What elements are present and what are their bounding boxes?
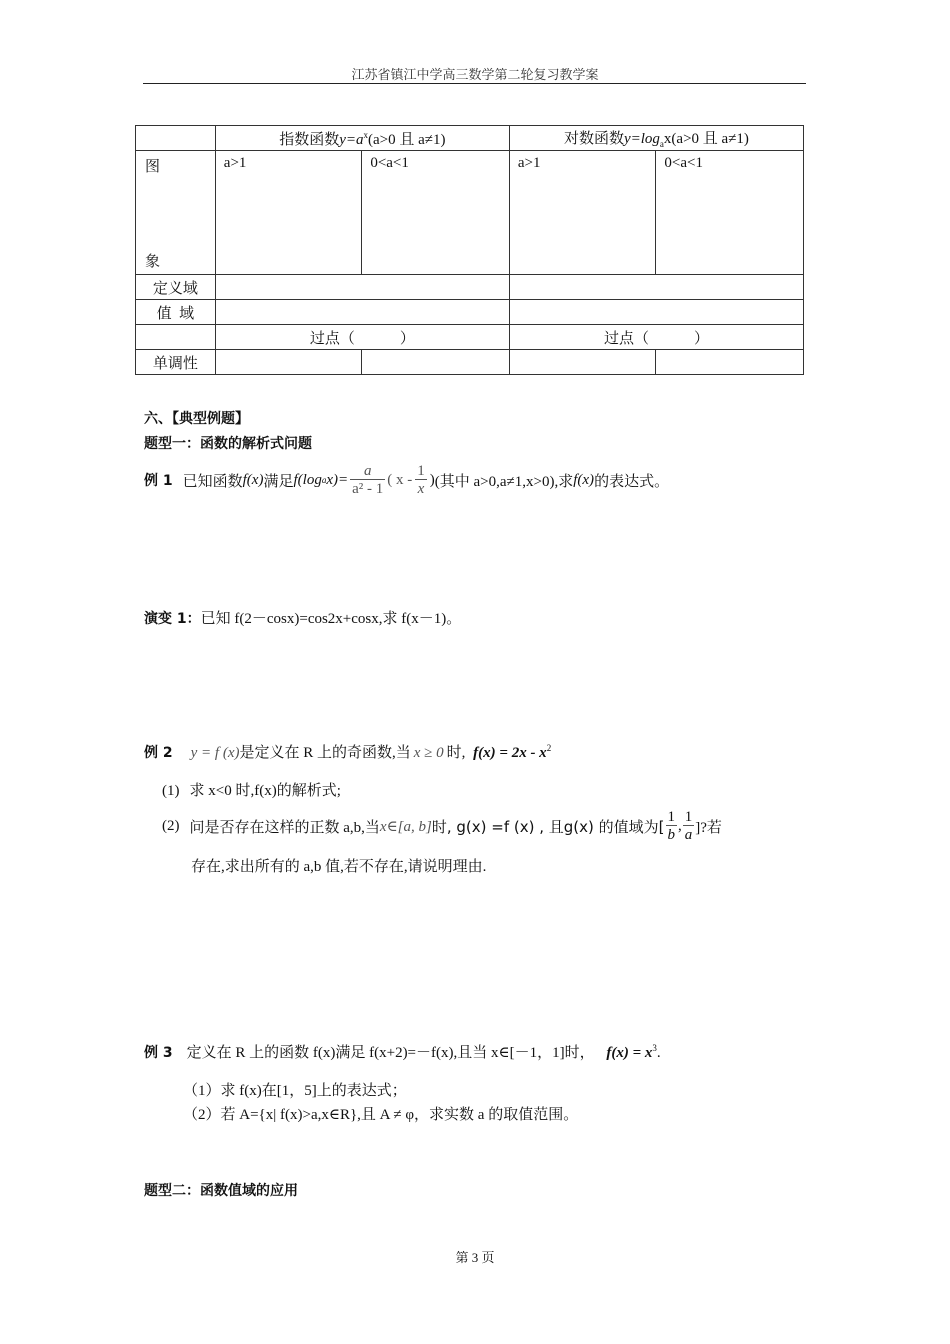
mono-cell-1 xyxy=(215,350,362,375)
exp-pass-point: 过点（ ） xyxy=(215,325,509,350)
exp-range-cell xyxy=(215,300,509,325)
example-2-label: 例 2 xyxy=(144,745,173,761)
exp-graph-a-lt-1: 0<a<1 xyxy=(362,151,510,275)
example-2-question-2: (2) 问是否存在这样的正数 a,b,当 x∈[a, b] 时, g(x) =f (x) , 且g(x) 的值域为[ $\frac{1}{b}$ , $\frac{1}{a}$ ]?若 xyxy=(162,808,722,843)
range-label: 值 域 xyxy=(136,300,216,325)
fraction-1-over-a: $\frac{1}{a}$ xyxy=(684,808,693,843)
header-divider xyxy=(143,83,806,84)
exp-function-header: 指数函数$y=a^x(a>0$ 且 a≠1) xyxy=(215,126,509,151)
example-3-question-2: （2）若 A={x| f(x)>a,x∈R},且 A ≠ φ，求实数 a 的取值范围。 xyxy=(183,1107,579,1123)
fraction-1-over-b: $\frac{1}{b}$ xyxy=(667,808,675,843)
example-1: 例 1 已知函数 f(x) 满足 f(log a x)= $\frac{a}{\text{a² - 1}}$ ( x - $\frac{1}{x}$ ) (其中 a>0,a≠1,x>0),求 f(x) 的表达式。 xyxy=(144,462,670,497)
example-2: 例 2 y = f (x)是定义在 R 上的奇函数,当 x ≥ 0 时, $f(x) = 2x - x^2$ xyxy=(144,743,552,761)
example-1-fraction: $\frac{a}{\text{a² - 1}}$ xyxy=(352,462,384,497)
table-domain-row xyxy=(136,275,804,300)
table-range-row xyxy=(136,300,804,325)
example-2-question-1: (1) 求 x<0 时,f(x)的解析式; xyxy=(162,783,341,799)
exp-graph-a-gt-1: a>1 xyxy=(215,151,362,275)
page-header-title: 江苏省镇江中学高三数学第二轮复习教学案 xyxy=(351,67,599,82)
example-3-question-1: （1）求 f(x)在[1，5]上的表达式； xyxy=(183,1083,407,1099)
table-header-row xyxy=(136,126,804,151)
log-graph-a-gt-1: a>1 xyxy=(509,151,656,275)
example-1-label: 例 1 xyxy=(144,473,173,489)
variation-1: 演变 1：已知 f(2－cosx)=cos2x+cosx,求 f(x－1)。 xyxy=(144,611,462,627)
type-2-title: 题型二：函数值域的应用 xyxy=(144,1183,298,1199)
log-range-cell xyxy=(509,300,803,325)
mono-cell-3 xyxy=(509,350,656,375)
table-point-row xyxy=(136,325,804,350)
mono-cell-4 xyxy=(656,350,804,375)
graph-row-label: 图 象 xyxy=(136,151,216,275)
log-domain-cell xyxy=(509,275,803,300)
exp-domain-cell xyxy=(215,275,509,300)
page-number: 第 3 页 xyxy=(455,1250,495,1265)
log-function-header: 对数函数$y=\log_ax(a>0$ 且 a≠1) xyxy=(509,126,803,151)
point-label-empty xyxy=(136,325,216,350)
function-comparison-table xyxy=(135,125,804,375)
log-graph-a-lt-1: 0<a<1 xyxy=(656,151,804,275)
section-6-title: 六、【典型例题】 xyxy=(144,411,249,427)
variation-1-label: 演变 1： xyxy=(144,611,201,627)
example-2-question-2-line-2: 存在,求出所有的 a,b 值,若不存在,请说明理由. xyxy=(191,859,487,875)
example-3-label: 例 3 xyxy=(144,1045,173,1061)
example-1-inner-fraction: $\frac{1}{x}$ xyxy=(417,462,425,497)
example-3: 例 3 定义在 R 上的函数 f(x)满足 f(x+2)=－f(x),且当 x∈[－1，1]时， $f(x) = x^3$. xyxy=(144,1043,661,1061)
monotonicity-label: 单调性 xyxy=(136,350,216,375)
table-graph-row xyxy=(136,151,804,275)
log-pass-point: 过点（ ） xyxy=(509,325,803,350)
domain-label: 定义域 xyxy=(136,275,216,300)
type-1-title: 题型一：函数的解析式问题 xyxy=(144,436,312,452)
mono-cell-2 xyxy=(362,350,510,375)
table-monotonicity-row xyxy=(136,350,804,375)
table-corner-cell xyxy=(136,126,216,151)
